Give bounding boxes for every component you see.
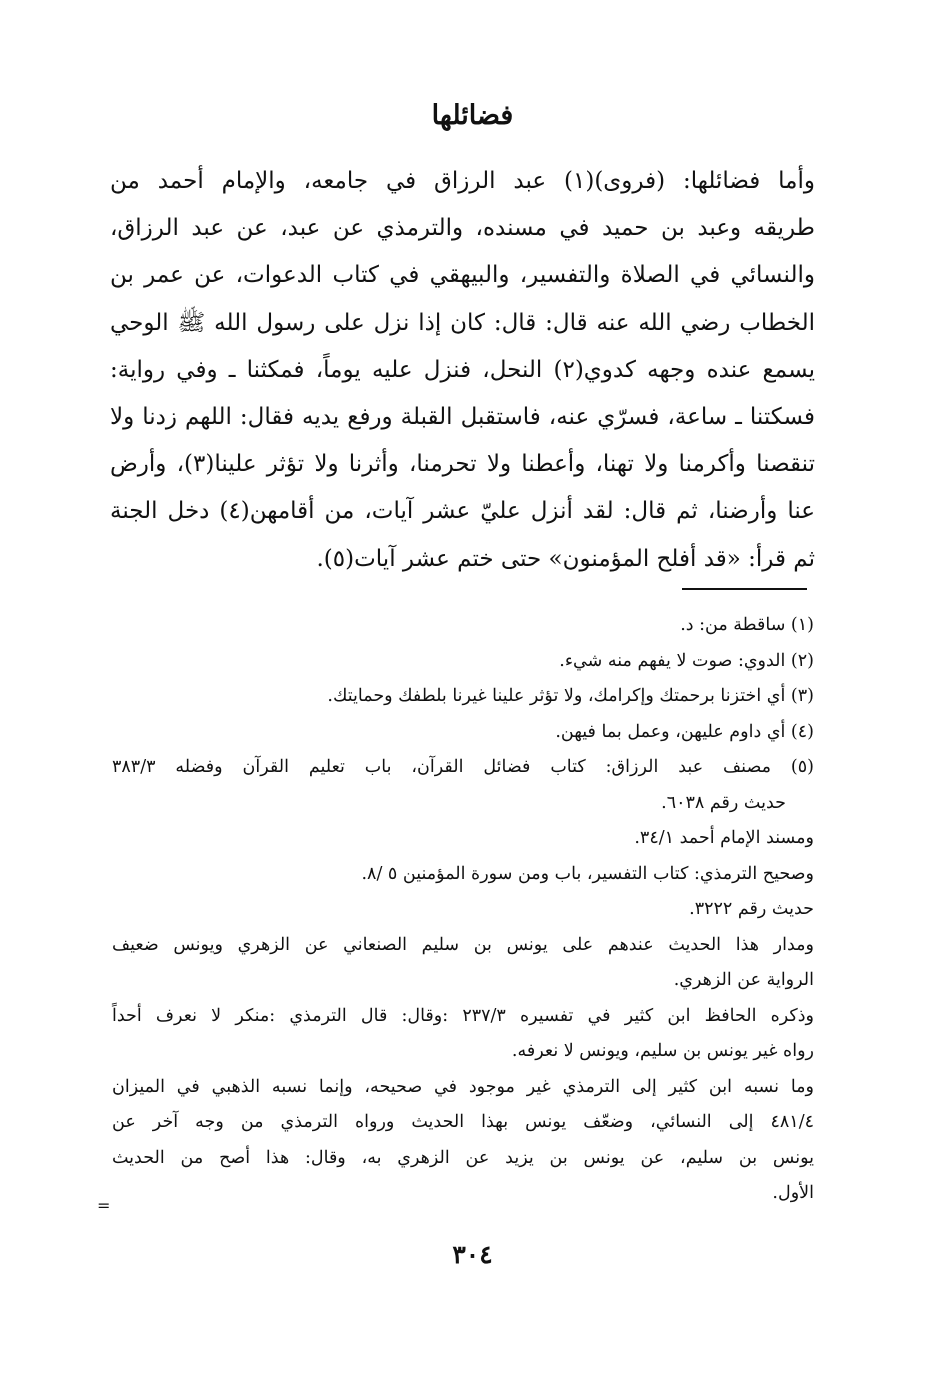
footnote-1: (١) ساقطة من: د. bbox=[680, 615, 814, 635]
footnote-4: (٤) أي داوم عليهن، وعمل بما فيهن. bbox=[555, 721, 814, 742]
footnote-3: (٣) أي اختزنا برحمتك وإكرامك، ولا تؤثر علينا غيرنا بلطفك وحمايتك. bbox=[327, 686, 814, 706]
body-line: تنقصنا وأكرمنا ولا تهنا، وأعطنا ولا تحرمنا، وأثرنا ولا تؤثر علينا(٣)، وأرض bbox=[110, 451, 815, 478]
footnote-line: ومسند الإمام أحمد ٣٤/١. bbox=[634, 828, 814, 848]
body-line: يسمع عنده وجهه كدوي(٢) النحل، فنزل عليه يوماً، فمكثنا ـ وفي رواية: bbox=[110, 356, 815, 383]
body-line: عنا وأرضنا، ثم قال: لقد أنزل عليّ عشر آيات، من أقامهن(٤) دخل الجنة bbox=[110, 498, 815, 525]
footnote-line: وذكره الحافظ ابن كثير في تفسيره ٢٣٧/٣ :وقال: قال الترمذي :منكر لا نعرف أحداً bbox=[112, 1005, 814, 1026]
footnote-line: وصحيح الترمذي: كتاب التفسير، باب ومن سورة المؤمنين ٥ /٨. bbox=[361, 863, 814, 884]
footnote-line: رواه غير يونس بن سليم، ويونس لا نعرفه. bbox=[511, 1041, 814, 1061]
body-line: وأما فضائلها: (فروى)(١) عبد الرزاق في جامعه، والإمام أحمد من bbox=[110, 168, 815, 194]
main-paragraph bbox=[110, 158, 815, 583]
footnote-line: ومدار هذا الحديث عندهم على يونس بن سليم الصنعاني عن الزهري ويونس ضعيف bbox=[112, 934, 814, 955]
footnote-line: الأول. bbox=[772, 1183, 814, 1203]
page-title: فضائلها bbox=[431, 100, 514, 131]
footnote-line: حديث رقم ٣٢٢٢. bbox=[689, 899, 814, 919]
body-line: طريقه وعبد بن حميد في مسنده، والترمذي عن عبد، عن عبد الرزاق، bbox=[110, 215, 815, 242]
body-line: الخطاب رضي الله عنه قال: قال: كان إذا نزل على رسول الله ﷺ الوحي bbox=[110, 309, 815, 336]
footnote-line: وما نسبه ابن كثير إلى الترمذي غير موجود في صحيحه، وإنما نسبه الذهبي في الميزان bbox=[112, 1076, 814, 1097]
page-number: ٣٠٤ bbox=[452, 1240, 493, 1269]
body-line: ثم قرأ: «قد أفلح المؤمنون» حتى ختم عشر آيات(٥). bbox=[316, 545, 815, 572]
footnote-line: ٤٨١/٤ إلى النسائي، وضعّف يونس بهذا الحديث ورواه الترمذي من وجه آخر عن bbox=[112, 1112, 814, 1132]
footnote-2: (٢) الدوي: صوت لا يفهم منه شيء. bbox=[559, 650, 814, 671]
continuation-mark: = bbox=[97, 1196, 111, 1215]
footnote-separator bbox=[682, 588, 807, 590]
footnote-line: يونس بن سليم، عن يونس بن يزيد عن الزهري به، وقال: هذا أصح من الحديث bbox=[112, 1147, 814, 1168]
footnotes-section bbox=[112, 608, 814, 1212]
body-line: والنسائي في الصلاة والتفسير، والبيهقي في كتاب الدعوات، عن عمر بن bbox=[110, 262, 815, 289]
body-line: فسكتنا ـ ساعة، فسرّي عنه، فاستقبل القبلة ورفع يديه فقال: اللهم زدنا ولا bbox=[110, 403, 815, 430]
footnote-5: (٥) مصنف عبد الرزاق: كتاب فضائل القرآن، باب تعليم القرآن وفضله ٣٨٣/٣ bbox=[112, 757, 814, 777]
footnote-line: الرواية عن الزهري. bbox=[673, 970, 814, 990]
footnote-line: حديث رقم ٦٠٣٨. bbox=[661, 792, 786, 813]
